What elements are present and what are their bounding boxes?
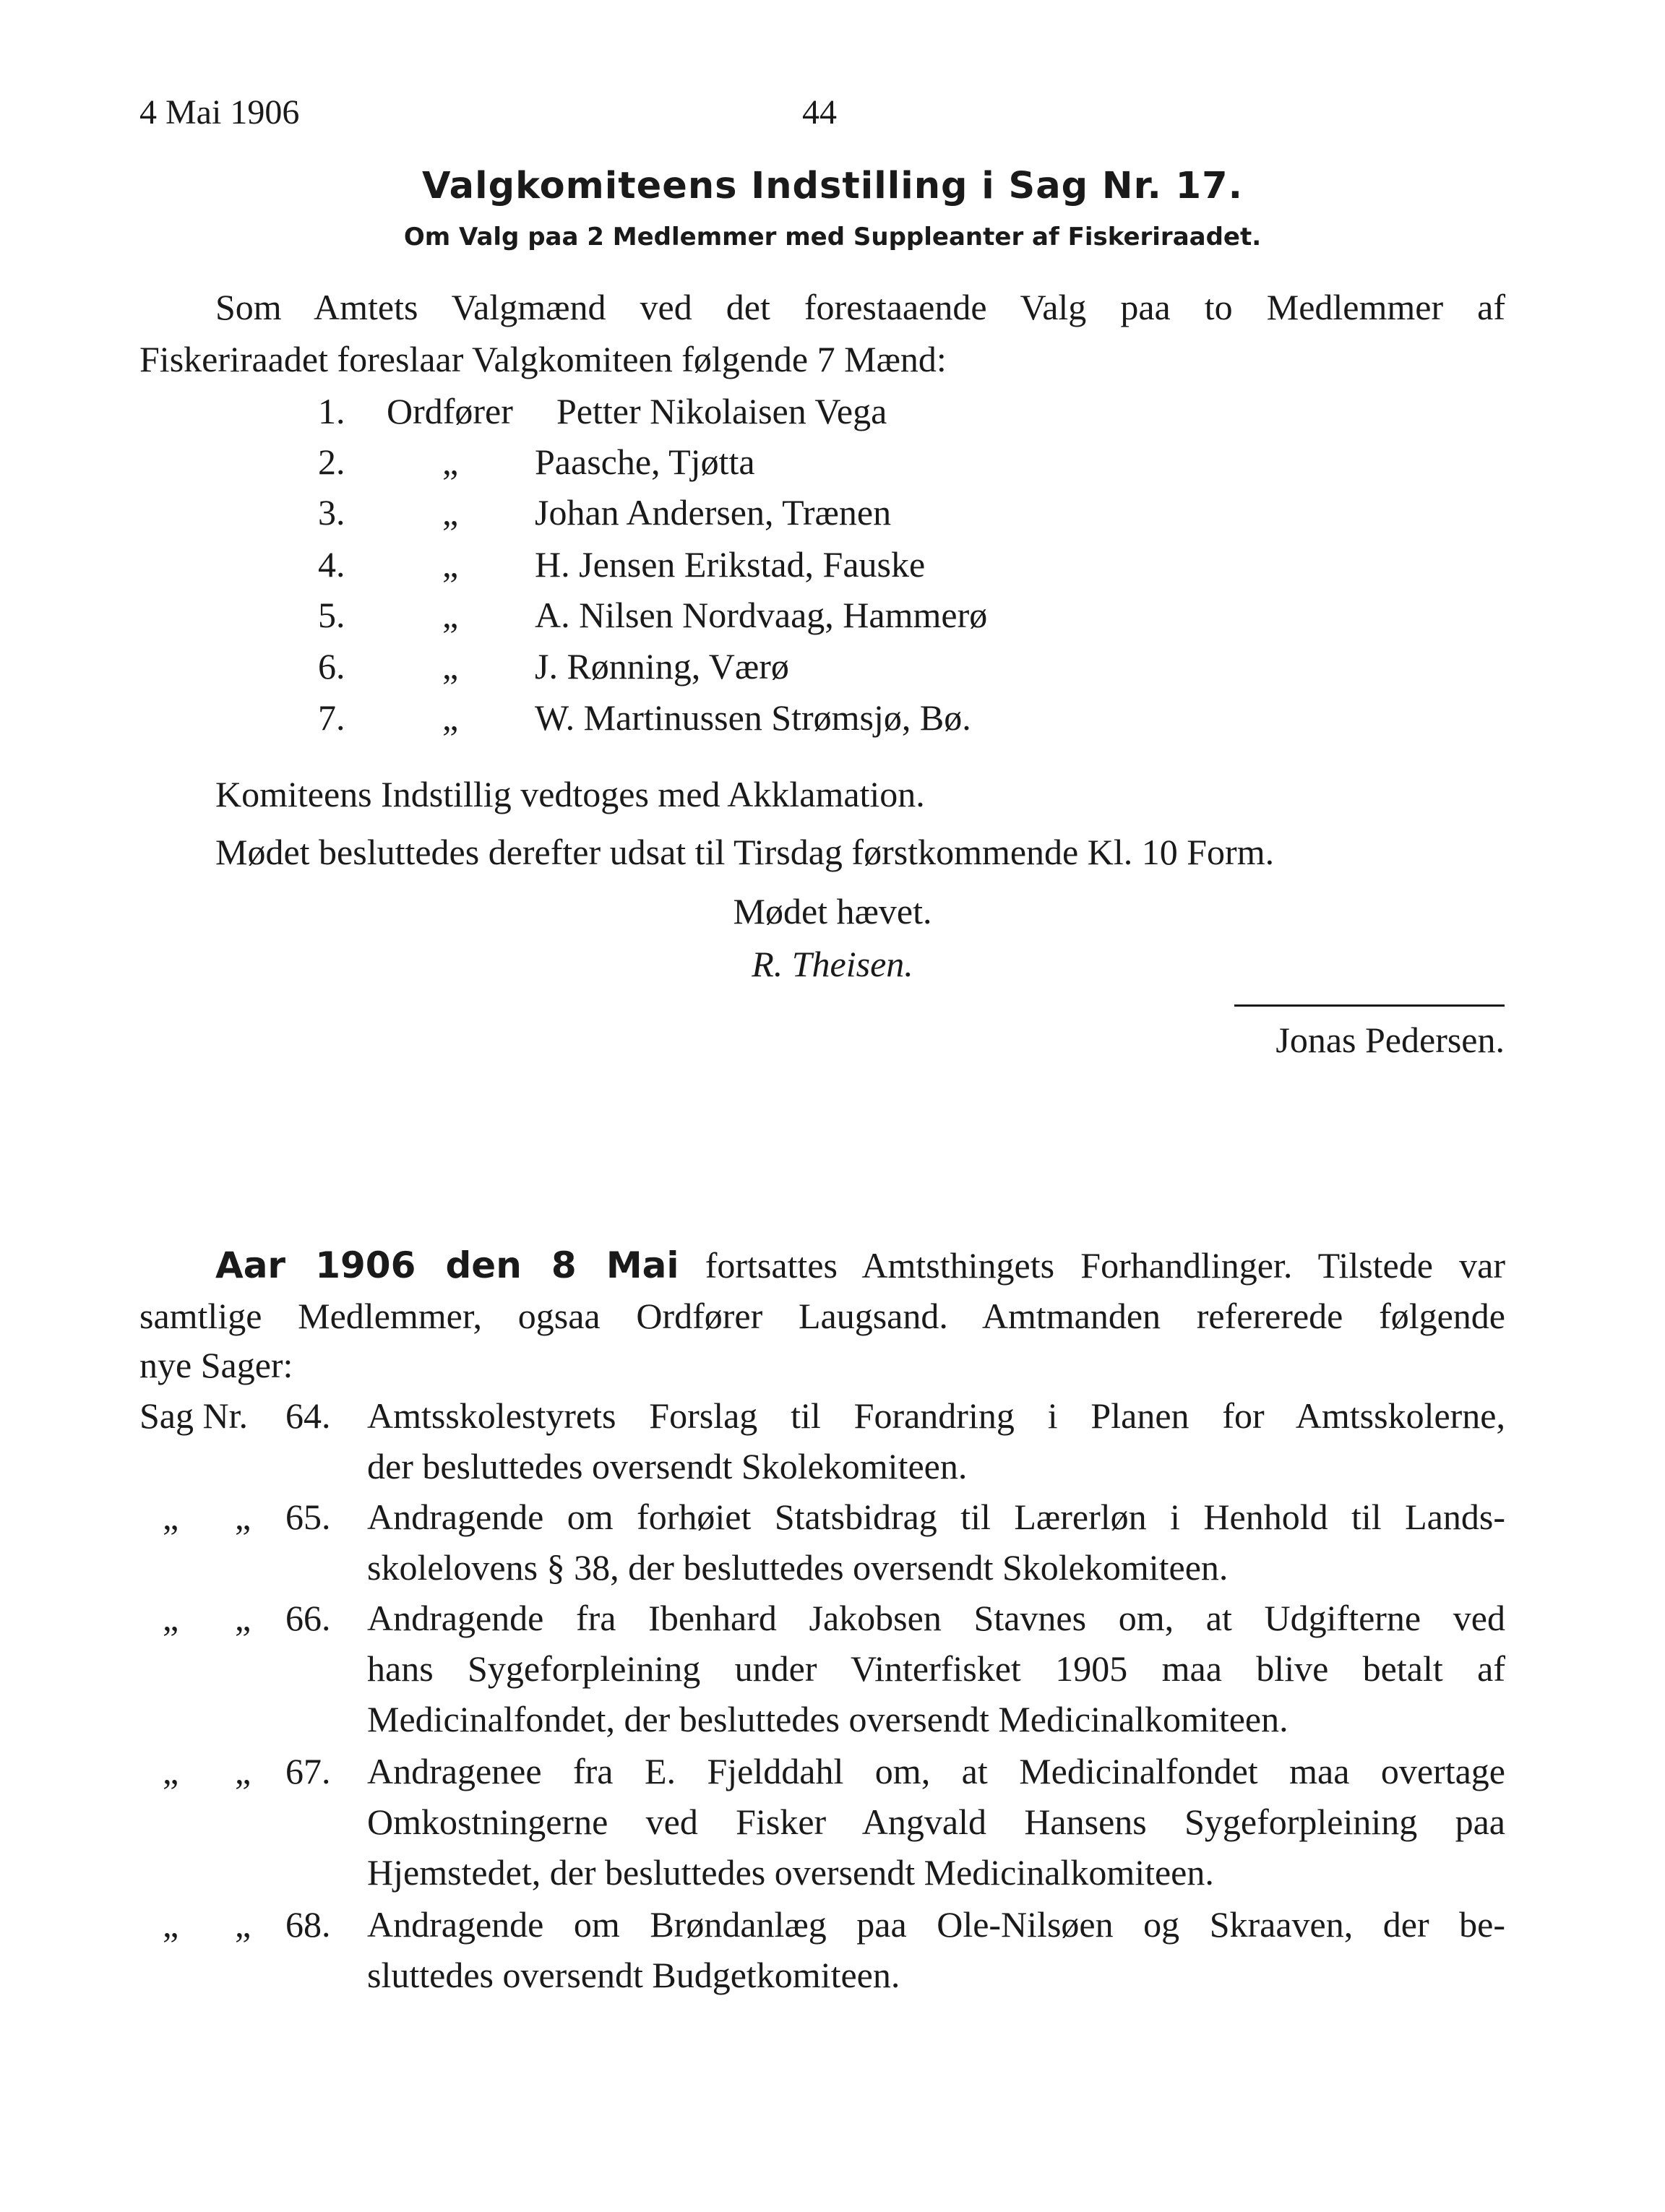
session-line-1-rest: fortsattes Amtsthingets Forhandlinger. Tilstede var <box>705 1245 1505 1286</box>
ditto-mark: „ <box>235 1751 251 1791</box>
page-number: 44 <box>802 93 837 132</box>
case-text-line: hans Sygeforpleining under Vinterfisket 1905 maa blive betalt af <box>367 1648 1505 1689</box>
case-text-line: Andragende fra Ibenhard Jakobsen Stavnes om, at Udgifterne ved <box>367 1598 1505 1638</box>
ditto-mark: „ <box>235 1904 251 1945</box>
list-item-number: 5. <box>318 595 345 635</box>
list-item-name: Johan Andersen, Trænen <box>535 492 892 533</box>
case-text-line: Amtsskolestyrets Forslag til Forandring i Planen for Amtsskolerne, <box>367 1395 1505 1436</box>
case-text-line: sluttedes oversendt Budgetkomiteen. <box>367 1955 900 1995</box>
case-text-line: Andragenee fra E. Fjelddahl om, at Medicinalfondet maa overtage <box>367 1751 1505 1791</box>
ditto-mark: „ <box>235 1598 251 1638</box>
meeting-closed-text: Mødet hævet. <box>733 891 932 931</box>
list-item-prefix: Ordfører <box>387 391 513 431</box>
list-item-name: H. Jensen Erikstad, Fauske <box>535 544 926 585</box>
list-item-number: 7. <box>318 697 345 738</box>
signature-theisen: R. Theisen. <box>752 944 913 984</box>
list-item-number: 2. <box>318 442 345 482</box>
section-title: Valgkomiteens Indstilling i Sag Nr. 17. <box>422 165 1243 207</box>
ditto-mark: „ <box>163 1598 179 1638</box>
case-number: 67. <box>285 1751 331 1791</box>
case-text-line: Andragende om Brøndanlæg paa Ole-Nilsøen og Skraaven, der be- <box>367 1904 1505 1945</box>
case-text-line: Andragende om forhøiet Statsbidrag til Lærerløn i Henhold til Lands- <box>367 1497 1505 1537</box>
list-item-name: Paasche, Tjøtta <box>535 442 755 482</box>
ditto-mark: „ <box>442 697 459 738</box>
ditto-mark: „ <box>442 442 459 482</box>
list-item-name: Petter Nikolaisen Vega <box>556 391 887 431</box>
ditto-mark: „ <box>163 1497 179 1537</box>
signature-rule <box>1234 1004 1505 1007</box>
list-item-name: A. Nilsen Nordvaag, Hammerø <box>535 595 988 635</box>
case-text-line: Medicinalfondet, der besluttedes oversendt Medicinalkomiteen. <box>367 1699 1288 1739</box>
case-number: 64. <box>285 1395 331 1436</box>
session-line-3: nye Sager: <box>139 1345 293 1385</box>
session-line-2: samtlige Medlemmer, ogsaa Ordfører Laugsand. Amtmanden refererede følgende <box>139 1296 1505 1336</box>
ditto-mark: „ <box>163 1751 179 1791</box>
resolution-text: Komiteens Indstillig vedtoges med Akklamation. <box>215 774 925 814</box>
case-number: 65. <box>285 1497 331 1537</box>
case-text-line: Omkostningerne ved Fisker Angvald Hansens Sygeforpleining paa <box>367 1802 1505 1842</box>
list-item-number: 4. <box>318 544 345 585</box>
case-label: Sag Nr. <box>139 1395 248 1436</box>
page-date: 4 Mai 1906 <box>139 93 300 132</box>
case-text-line: Hjemstedet, der besluttedes oversendt Medicinalkomiteen. <box>367 1852 1214 1893</box>
intro-line-1: Som Amtets Valgmænd ved det forestaaende Valg paa to Medlemmer af <box>215 287 1505 327</box>
session-line-1 <box>215 1244 1505 1286</box>
list-item-name: W. Martinussen Strømsjø, Bø. <box>535 697 971 738</box>
list-item-number: 6. <box>318 646 345 687</box>
intro-line-2: Fiskeriraadet foreslaar Valgkomiteen følgende 7 Mænd: <box>139 339 947 379</box>
ditto-mark: „ <box>235 1497 251 1537</box>
case-number: 68. <box>285 1904 331 1945</box>
ditto-mark: „ <box>442 492 459 533</box>
section-subtitle: Om Valg paa 2 Medlemmer med Suppleanter af Fiskeriraadet. <box>403 223 1262 251</box>
list-item-name: J. Rønning, Værø <box>535 646 789 687</box>
ditto-mark: „ <box>442 646 459 687</box>
session-lead: Aar 1906 den 8 Mai <box>215 1244 679 1286</box>
case-text-line: skolelovens § 38, der besluttedes oversendt Skolekomiteen. <box>367 1547 1229 1588</box>
list-item-number: 3. <box>318 492 345 533</box>
list-item-number: 1. <box>318 391 345 431</box>
ditto-mark: „ <box>163 1904 179 1945</box>
case-text-line: der besluttedes oversendt Skolekomiteen. <box>367 1446 968 1486</box>
signature-pedersen: Jonas Pedersen. <box>1275 1020 1505 1060</box>
adjourn-text: Mødet besluttedes derefter udsat til Tirsdag førstkommende Kl. 10 Form. <box>215 832 1275 872</box>
case-number: 66. <box>285 1598 331 1638</box>
ditto-mark: „ <box>442 595 459 635</box>
ditto-mark: „ <box>442 544 459 585</box>
